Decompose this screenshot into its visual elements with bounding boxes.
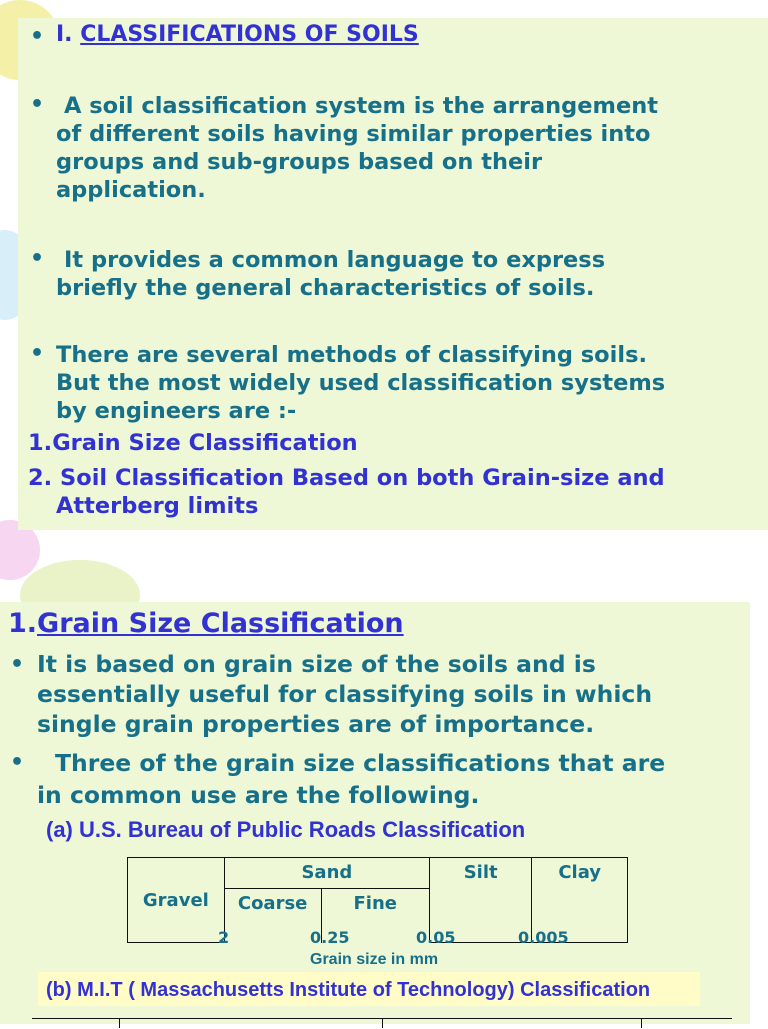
paragraph-three-classifications <box>37 747 665 811</box>
slide2-title <box>8 608 404 639</box>
paragraph-common-language <box>56 246 605 302</box>
text-line: by engineers are :- <box>56 398 297 424</box>
text-line: of different soils having similar properties into <box>56 121 651 147</box>
title-link[interactable]: Grain Size Classification <box>37 608 404 639</box>
text-line: essentially useful for classifying soils in which <box>37 680 653 708</box>
gravel-cell: Gravel <box>128 858 225 943</box>
text-line: groups and sub-groups based on their <box>56 149 543 175</box>
text-line: There are several methods of classifying soils. <box>56 342 648 368</box>
heading-link[interactable]: CLASSIFICATIONS OF SOILS <box>80 22 419 47</box>
sand-cell: Sand <box>224 858 429 889</box>
text-line: application. <box>56 177 206 203</box>
text-line: 2. Soil Classification Based on both Grain-size and <box>28 465 665 491</box>
table-divider <box>641 1018 642 1028</box>
heading-prefix: I. <box>56 22 81 47</box>
text-line: Three of the grain size classifications that are <box>55 749 666 777</box>
bullet: • <box>30 246 45 271</box>
text-line: Atterberg limits <box>56 493 259 519</box>
paragraph-grain-size-basis <box>37 649 652 739</box>
text-line: A soil classification system is the arrangement <box>64 93 659 119</box>
bullet: • <box>30 341 45 366</box>
title-number: 1. <box>8 608 38 639</box>
tick-label: 0.005 <box>518 928 569 947</box>
paragraph-methods <box>56 341 665 425</box>
table-caption: Grain size in mm <box>310 951 439 968</box>
coarse-cell: Coarse <box>224 889 321 943</box>
tick-label: 0.25 <box>310 928 350 947</box>
text-line: But the most widely used classification systems <box>56 370 666 396</box>
bullet: • <box>10 652 25 677</box>
fine-cell: Fine <box>321 889 429 943</box>
tick-label: 0.05 <box>416 928 456 947</box>
list-item-grain-size: 1.Grain Size Classification <box>28 430 358 456</box>
bullet: • <box>10 750 25 775</box>
slide1-heading <box>56 22 419 47</box>
text-line: It provides a common language to express <box>64 247 606 273</box>
table-divider <box>119 1018 120 1028</box>
subheading-us-bureau: (a) U.S. Bureau of Public Roads Classification <box>46 817 526 842</box>
bullet: • <box>30 24 45 49</box>
table-divider <box>382 1018 383 1028</box>
subheading-mit: (b) M.I.T ( Massachusetts Institute of Technology) Classification <box>46 979 651 1001</box>
text-line: briefly the general characteristics of soils. <box>56 275 595 301</box>
paragraph-definition <box>56 92 658 204</box>
clay-cell: Clay <box>532 858 628 943</box>
bullet: • <box>30 92 45 117</box>
text-line: in common use are the following. <box>37 781 480 809</box>
silt-cell: Silt <box>429 858 531 943</box>
text-line: single grain properties are of importance. <box>37 710 595 738</box>
list-item-grain-size-atterberg <box>28 464 665 520</box>
text-line: It is based on grain size of the soils and is <box>37 650 596 678</box>
tick-label: 2 <box>218 928 230 947</box>
